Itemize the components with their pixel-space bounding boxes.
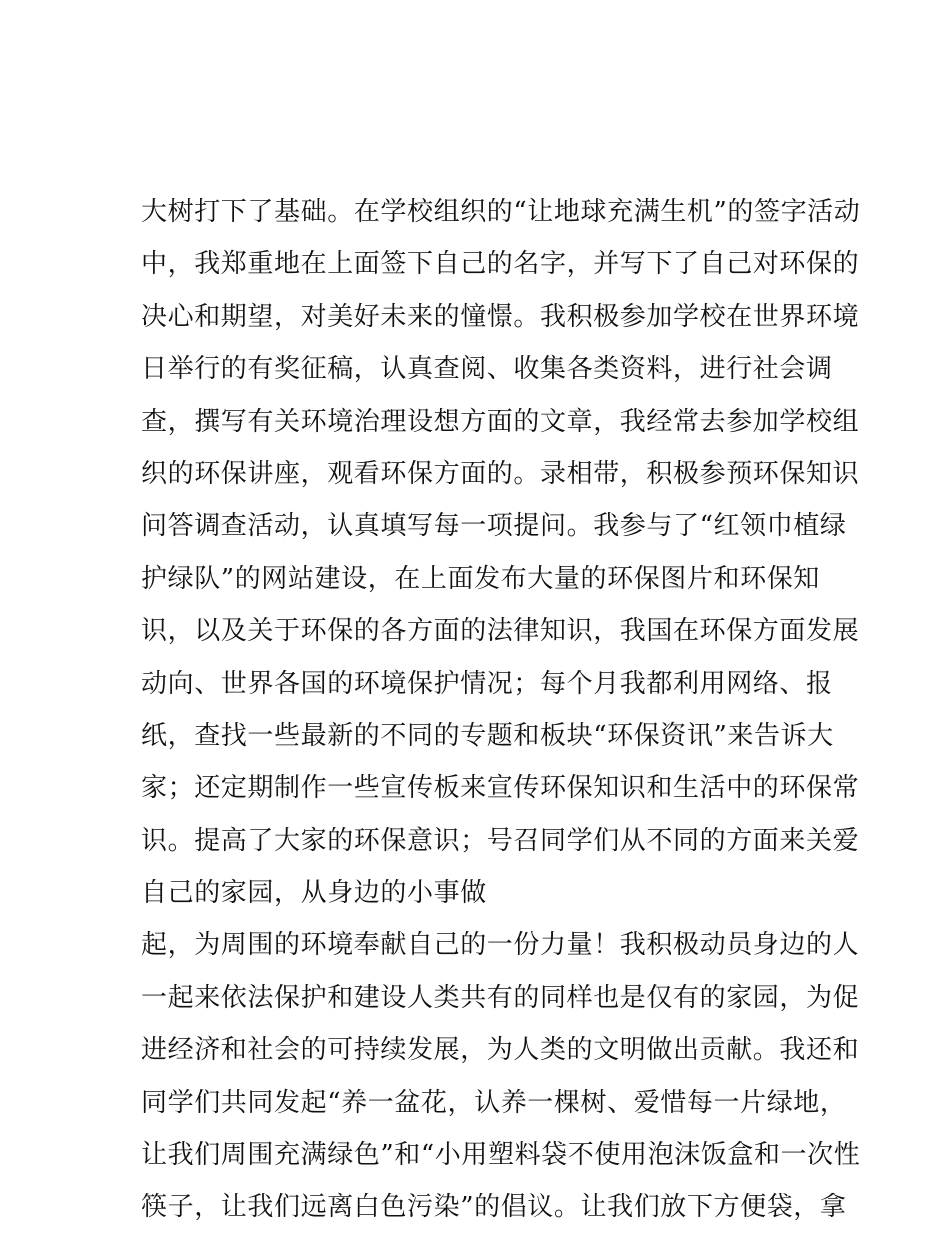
text-line: 动向、世界各国的环境保护情况；每个月我都利用网络、报 xyxy=(141,668,833,699)
text-line: 进经济和社会的可持续发展，为人类的文明做出贡献。我还和 xyxy=(141,1035,860,1066)
text-line: 一起来依法保护和建设人类共有的同样也是仅有的家园，为促 xyxy=(141,982,860,1013)
text-line: 家；还定期制作一些宣传板来宣传环保知识和生活中的环保常 xyxy=(141,773,860,804)
text-line: 起，为周围的环境奉献自己的一份力量！我积极动员身边的人 xyxy=(141,930,860,961)
text-line: 织的环保讲座，观看环保方面的。录相带，积极参预环保知识 xyxy=(141,458,860,489)
text-line: 同学们共同发起“养一盆花，认养一棵树、爱惜每一片绿地， xyxy=(141,1087,847,1118)
text-line: 筷子，让我们远离白色污染”的倡议。让我们放下方便袋，拿 xyxy=(141,1192,847,1223)
text-line: 自己的家园，从身边的小事做 xyxy=(141,878,487,909)
text-line: 大树打下了基础。在学校组织的“让地球充满生机”的签字活动 xyxy=(141,197,861,227)
text-line: 日举行的有奖征稿，认真查阅、收集各类资料，进行社会调 xyxy=(141,354,833,385)
text-line: 让我们周围充满绿色”和“小用塑料袋不使用泡沫饭盒和一次性 xyxy=(141,1140,861,1171)
text-line: 识，以及关于环保的各方面的法律知识，我国在环保方面发展 xyxy=(141,616,860,647)
text-line: 中，我郑重地在上面签下自己的名字，并写下了自己对环保的 xyxy=(141,249,860,280)
text-line: 护绿队”的网站建设，在上面发布大量的环保图片和环保知 xyxy=(141,563,820,594)
text-line: 问答调查活动，认真填写每一项提问。我参与了“红领巾植绿 xyxy=(141,511,847,542)
body-text xyxy=(141,186,861,1234)
text-line: 决心和期望，对美好未来的憧憬。我积极参加学校在世界环境 xyxy=(141,301,860,332)
text-line: 查，撰写有关环境治理设想方面的文章，我经常去参加学校组 xyxy=(141,406,860,437)
text-line: 识。提高了大家的环保意识；号召同学们从不同的方面来关爱 xyxy=(141,825,860,856)
text-line: 纸，查找一些最新的不同的专题和板块“环保资讯”来告诉大 xyxy=(141,720,834,751)
